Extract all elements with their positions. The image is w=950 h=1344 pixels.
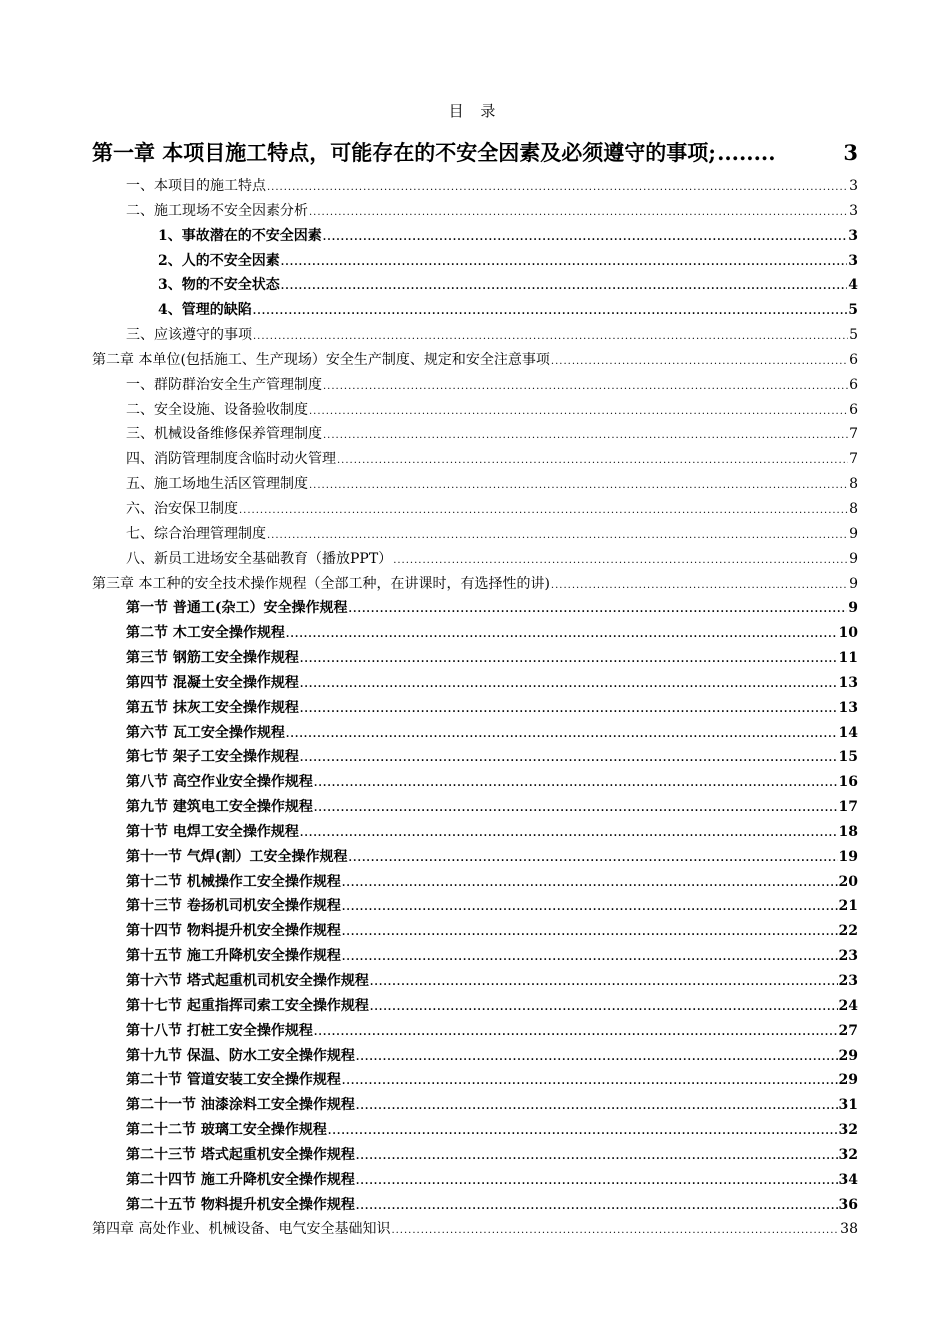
toc-dot-leader <box>342 921 838 944</box>
toc-dot-leader <box>393 549 848 572</box>
toc-entry[interactable] <box>92 596 858 621</box>
toc-dot-leader <box>717 134 842 171</box>
toc-dot-leader <box>300 648 838 671</box>
toc-entry[interactable] <box>92 745 858 770</box>
toc-entry-title: 第九节 建筑电工安全操作规程 <box>126 799 313 816</box>
toc-list <box>92 134 858 1242</box>
toc-entry-title: 三、机械设备维修保养管理制度 <box>126 426 322 443</box>
toc-entry-page-number: 9 <box>849 550 858 567</box>
toc-entry-page-number: 17 <box>838 799 858 816</box>
toc-dot-leader <box>356 1095 838 1118</box>
toc-entry-page-number: 10 <box>838 625 858 642</box>
toc-entry-page-number: 9 <box>848 600 858 617</box>
toc-dot-leader <box>309 201 848 224</box>
toc-dot-leader <box>342 1070 838 1093</box>
toc-entry-title: 二、安全设施、设备验收制度 <box>126 401 308 418</box>
toc-entry-title: 第三节 钢筋工安全操作规程 <box>126 650 299 667</box>
toc-entry-page-number: 6 <box>849 376 858 393</box>
toc-dot-leader <box>356 1145 838 1168</box>
toc-heading: 目 录 <box>448 102 502 120</box>
toc-entry-page-number: 23 <box>838 948 858 965</box>
toc-entry-title: 第十三节 卷扬机司机安全操作规程 <box>126 898 341 915</box>
toc-entry[interactable] <box>92 249 858 274</box>
toc-entry-title: 1、事故潜在的不安全因素 <box>158 227 322 244</box>
toc-dot-leader <box>267 176 848 199</box>
toc-entry-page-number: 38 <box>840 1221 858 1238</box>
toc-entry-title: 三、应该遵守的事项 <box>126 327 252 344</box>
toc-dot-leader <box>314 1021 838 1044</box>
toc-entry[interactable] <box>92 1193 858 1218</box>
toc-dot-leader <box>253 300 848 323</box>
toc-entry-title: 第六节 瓦工安全操作规程 <box>126 724 285 741</box>
toc-dot-leader <box>356 1195 838 1218</box>
toc-entry-title: 第十节 电焊工安全操作规程 <box>126 823 299 840</box>
toc-entry-page-number: 32 <box>838 1122 858 1139</box>
toc-entry-title: 一、群防群治安全生产管理制度 <box>126 376 322 393</box>
toc-entry[interactable] <box>92 398 858 423</box>
toc-entry[interactable] <box>92 870 858 895</box>
toc-entry[interactable] <box>92 547 858 572</box>
toc-entry-page-number: 6 <box>849 351 858 368</box>
toc-entry[interactable] <box>92 1217 858 1242</box>
toc-entry-page-number: 5 <box>849 327 858 344</box>
toc-entry-title: 第五节 抹灰工安全操作规程 <box>126 699 299 716</box>
toc-entry-page-number: 8 <box>849 476 858 493</box>
toc-entry-title: 七、综合治理管理制度 <box>126 525 266 542</box>
toc-entry-title: 第十六节 塔式起重机司机安全操作规程 <box>126 973 369 989</box>
toc-entry[interactable] <box>92 497 858 522</box>
toc-entry[interactable] <box>92 1044 858 1069</box>
toc-entry[interactable] <box>92 770 858 795</box>
toc-entry[interactable] <box>92 472 858 497</box>
toc-dot-leader <box>300 822 838 845</box>
toc-dot-leader <box>342 872 838 895</box>
toc-entry-page-number: 32 <box>838 1146 858 1163</box>
toc-dot-leader <box>356 1046 838 1069</box>
toc-entry-title: 第二十二节 玻璃工安全操作规程 <box>126 1122 327 1139</box>
toc-dot-leader <box>286 623 838 646</box>
toc-entry[interactable] <box>92 845 858 870</box>
toc-entry-title: 第一节 普通工(杂工）安全操作规程 <box>126 600 348 617</box>
toc-entry-page-number: 21 <box>838 898 858 915</box>
toc-entry-page-number: 14 <box>838 724 858 741</box>
toc-entry[interactable] <box>92 621 858 646</box>
toc-dot-leader <box>309 474 848 497</box>
toc-entry-title: 第十五节 施工升降机安全操作规程 <box>126 948 341 965</box>
toc-entry-page-number: 27 <box>838 1022 858 1039</box>
toc-entry-page-number: 24 <box>838 997 858 1014</box>
toc-entry-title: 第二十四节 施工升降机安全操作规程 <box>126 1171 355 1188</box>
toc-entry[interactable] <box>92 1143 858 1168</box>
toc-entry-page-number: 4 <box>848 277 858 294</box>
toc-entry[interactable] <box>92 919 858 944</box>
toc-entry-title: 第十七节 起重指挥司索工安全操作规程 <box>126 997 369 1014</box>
toc-entry-page-number: 19 <box>838 848 858 865</box>
toc-entry-page-number: 16 <box>838 774 858 791</box>
toc-entry-page-number: 13 <box>838 674 858 691</box>
toc-entry[interactable] <box>92 671 858 696</box>
toc-entry-title: 第十一节 气焊(割）工安全操作规程 <box>126 848 348 865</box>
toc-dot-leader <box>342 946 838 969</box>
toc-entry-page-number: 3 <box>849 178 858 194</box>
toc-dot-leader <box>551 574 848 597</box>
toc-entry-title: 第七节 架子工安全操作规程 <box>126 749 299 766</box>
toc-dot-leader <box>314 797 838 820</box>
toc-entry-title: 第二章 本单位(包括施工、生产现场）安全生产制度、规定和安全注意事项 <box>92 351 550 368</box>
toc-entry-page-number: 13 <box>838 699 858 716</box>
toc-entry[interactable] <box>92 224 858 249</box>
toc-entry[interactable] <box>92 646 858 671</box>
toc-entry[interactable] <box>92 134 858 171</box>
toc-entry[interactable] <box>92 1168 858 1193</box>
toc-entry-title: 第十八节 打桩工安全操作规程 <box>126 1022 313 1039</box>
toc-entry-page-number: 15 <box>838 749 858 766</box>
toc-entry-title: 4、管理的缺陷 <box>158 302 252 319</box>
toc-entry-title: 第八节 高空作业安全操作规程 <box>126 774 313 791</box>
toc-dot-leader <box>286 723 838 746</box>
toc-entry-title: 3、物的不安全状态 <box>158 277 280 294</box>
toc-entry-title: 第二十一节 油漆涂料工安全操作规程 <box>126 1097 355 1114</box>
toc-dot-leader <box>323 226 848 249</box>
toc-dot-leader <box>349 598 848 621</box>
toc-dot-leader <box>239 499 848 522</box>
toc-entry[interactable] <box>92 721 858 746</box>
toc-entry[interactable] <box>92 1118 858 1143</box>
toc-entry[interactable] <box>92 994 858 1019</box>
toc-dot-leader <box>356 1170 838 1193</box>
toc-entry[interactable] <box>92 1019 858 1044</box>
toc-entry-title: 六、治安保卫制度 <box>126 500 238 517</box>
toc-entry-page-number: 29 <box>838 1072 858 1089</box>
toc-entry-title: 第十四节 物料提升机安全操作规程 <box>126 923 341 940</box>
toc-entry-page-number: 6 <box>849 401 858 418</box>
toc-entry-title: 第一章 本项目施工特点，可能存在的不安全因素及必须遵守的事项; <box>92 140 717 165</box>
toc-entry[interactable] <box>92 572 858 597</box>
toc-dot-leader <box>300 747 838 770</box>
toc-dot-leader <box>323 424 848 447</box>
toc-dot-leader <box>300 698 838 721</box>
toc-entry-title: 2、人的不安全因素 <box>158 252 280 269</box>
toc-entry-title: 第四章 高处作业、机械设备、电气安全基础知识 <box>92 1221 391 1238</box>
toc-dot-leader <box>370 971 838 994</box>
toc-entry[interactable] <box>92 944 858 969</box>
toc-entry[interactable] <box>92 174 858 199</box>
toc-entry-title: 第十二节 机械操作工安全操作规程 <box>126 873 341 890</box>
toc-entry-page-number: 18 <box>838 823 858 840</box>
toc-entry-title: 第二节 木工安全操作规程 <box>126 625 285 642</box>
toc-dot-leader <box>349 847 838 870</box>
toc-entry-page-number: 3 <box>849 202 858 219</box>
toc-entry-page-number: 36 <box>838 1196 858 1213</box>
toc-entry-page-number: 23 <box>838 973 858 989</box>
toc-dot-leader <box>267 524 848 547</box>
toc-entry[interactable] <box>92 696 858 721</box>
toc-entry[interactable] <box>92 522 858 547</box>
toc-dot-leader <box>342 896 838 919</box>
toc-entry-page-number: 11 <box>838 650 858 667</box>
toc-dot-leader <box>314 772 838 795</box>
toc-entry-page-number: 3 <box>848 252 858 269</box>
toc-entry[interactable] <box>92 199 858 224</box>
toc-entry-page-number: 8 <box>849 500 858 517</box>
toc-entry-title: 一、本项目的施工特点 <box>126 178 266 194</box>
toc-entry-title: 二、施工现场不安全因素分析 <box>126 202 308 219</box>
toc-entry[interactable] <box>92 969 858 994</box>
toc-dot-leader <box>337 449 848 472</box>
toc-dot-leader <box>281 275 848 298</box>
toc-entry-page-number: 9 <box>849 575 858 592</box>
toc-dot-leader <box>309 400 848 423</box>
toc-entry-page-number: 7 <box>849 451 858 468</box>
toc-entry[interactable] <box>92 1093 858 1118</box>
toc-entry[interactable] <box>92 820 858 845</box>
toc-entry-title: 第二十五节 物料提升机安全操作规程 <box>126 1196 355 1213</box>
toc-entry[interactable] <box>92 447 858 472</box>
toc-entry[interactable] <box>92 298 858 323</box>
toc-entry-page-number: 20 <box>838 873 858 890</box>
toc-entry[interactable] <box>92 373 858 398</box>
toc-entry-title: 第十九节 保温、防水工安全操作规程 <box>126 1047 355 1064</box>
toc-entry-title: 五、施工场地生活区管理制度 <box>126 476 308 493</box>
toc-dot-leader <box>300 673 838 696</box>
toc-entry[interactable] <box>92 273 858 298</box>
toc-dot-leader <box>328 1120 838 1143</box>
toc-entry[interactable] <box>92 323 858 348</box>
toc-dot-leader <box>253 325 848 348</box>
toc-entry-page-number: 5 <box>848 302 858 319</box>
toc-entry-page-number: 7 <box>849 426 858 443</box>
toc-entry-title: 八、新员工进场安全基础教育（播放PPT） <box>126 550 393 567</box>
toc-dot-leader <box>323 375 848 398</box>
toc-entry-title: 四、消防管理制度含临时动火管理 <box>126 451 336 468</box>
toc-entry-page-number: 31 <box>838 1097 858 1114</box>
toc-entry-page-number: 34 <box>838 1171 858 1188</box>
toc-entry[interactable] <box>92 422 858 447</box>
toc-entry-title: 第四节 混凝土安全操作规程 <box>126 674 299 691</box>
toc-entry-title: 第二十节 管道安装工安全操作规程 <box>126 1072 341 1089</box>
toc-entry-page-number: 22 <box>838 923 858 940</box>
toc-dot-leader <box>551 350 848 373</box>
toc-dot-leader <box>391 1219 839 1242</box>
toc-dot-leader <box>370 996 838 1019</box>
toc-entry-page-number: 3 <box>843 140 858 165</box>
toc-entry[interactable] <box>92 348 858 373</box>
toc-entry-page-number: 9 <box>849 525 858 542</box>
toc-entry[interactable] <box>92 1068 858 1093</box>
toc-dot-leader <box>281 251 848 274</box>
toc-entry-title: 第三章 本工种的安全技术操作规程（全部工种，在讲课时，有选择性的讲) <box>92 575 550 592</box>
toc-entry[interactable] <box>92 894 858 919</box>
toc-entry-title: 第二十三节 塔式起重机安全操作规程 <box>126 1146 355 1163</box>
toc-entry-page-number: 29 <box>838 1047 858 1064</box>
toc-entry-page-number: 3 <box>848 227 858 244</box>
toc-entry[interactable] <box>92 795 858 820</box>
